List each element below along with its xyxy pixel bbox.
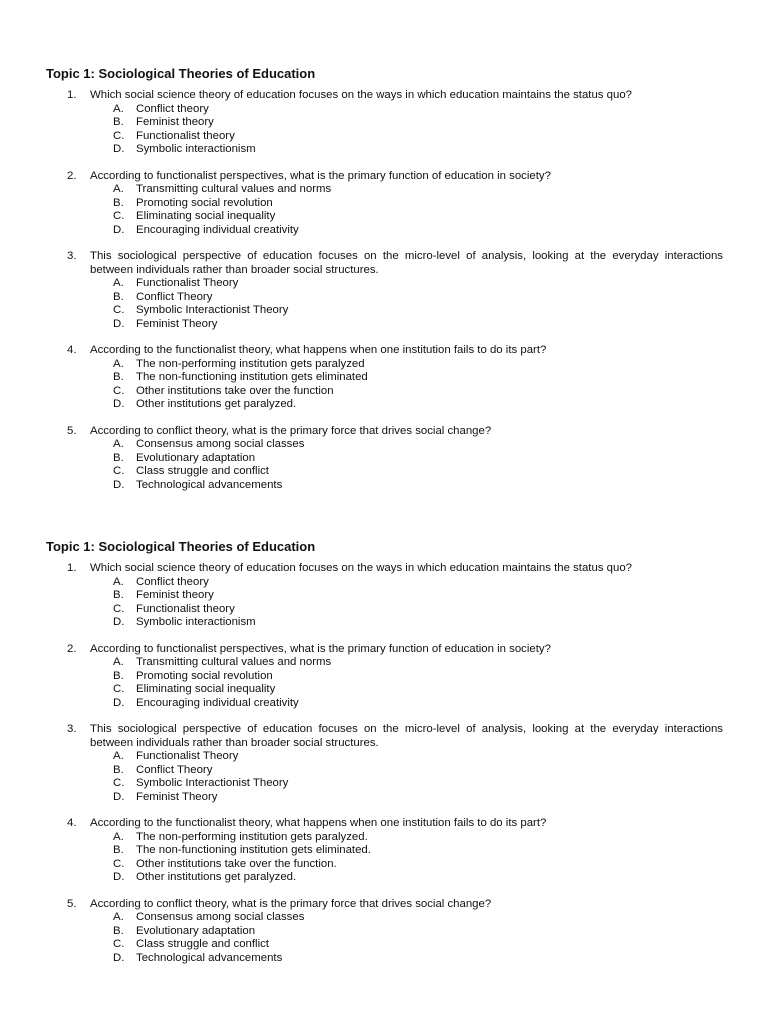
option-letter: C.: [113, 683, 125, 695]
option-letter: B.: [113, 669, 124, 682]
answer-option: [113, 670, 723, 684]
question-number: 5.: [67, 424, 77, 437]
question-text: According to conflict theory, what is the primary force that drives social change?: [90, 424, 492, 437]
option-letter: D.: [113, 871, 125, 883]
option-text: Feminist Theory: [136, 317, 218, 330]
option-letter: A.: [113, 830, 124, 843]
answer-option: [113, 103, 723, 117]
question-item: [46, 562, 723, 630]
option-text: Conflict Theory: [136, 763, 213, 776]
option-letter: C.: [113, 602, 125, 615]
answer-option: [113, 844, 723, 858]
answer-option: [113, 358, 723, 372]
answer-option: [113, 197, 723, 211]
answer-option: [113, 452, 723, 466]
option-letter: B.: [113, 924, 124, 937]
question-item: [46, 344, 723, 412]
option-letter: D.: [113, 951, 125, 964]
option-text: Evolutionary adaptation: [136, 451, 256, 464]
answer-option: [113, 291, 723, 305]
answer-option: [113, 777, 723, 791]
question-text: Which social science theory of education focuses on the ways in which education maintains the status quo?: [90, 89, 632, 101]
option-letter: A.: [113, 575, 124, 588]
question-number: 3.: [67, 250, 77, 262]
question-item: [46, 425, 723, 493]
answer-option: [113, 938, 723, 952]
answer-option: [113, 616, 723, 630]
answer-option: [113, 576, 723, 590]
question-text: This sociological perspective of education focuses on the micro-level of analysis, looking at the everyday interactions between individuals rather than broader social structures.: [90, 250, 723, 276]
answer-options: [90, 277, 723, 331]
option-text: Encouraging individual creativity: [136, 696, 299, 709]
question-text: According to conflict theory, what is the primary force that drives social change?: [90, 897, 492, 910]
answer-option: [113, 210, 723, 224]
option-text: Encouraging individual creativity: [136, 223, 299, 236]
answer-option: [113, 224, 723, 238]
answer-options: [90, 358, 723, 412]
option-letter: D.: [113, 398, 125, 410]
option-text: Functionalist Theory: [136, 277, 239, 289]
option-text: Functionalist Theory: [136, 750, 239, 762]
option-letter: D.: [113, 790, 125, 803]
answer-options: [90, 831, 723, 885]
answer-option: [113, 831, 723, 845]
option-letter: A.: [113, 656, 124, 668]
question-text: According to the functionalist theory, what happens when one institution fails to do its part?: [90, 344, 547, 356]
question-item: [46, 643, 723, 711]
answer-option: [113, 385, 723, 399]
option-letter: D.: [113, 478, 125, 491]
option-letter: B.: [113, 371, 124, 383]
option-text: Consensus among social classes: [136, 438, 305, 450]
option-text: Other institutions get paralyzed.: [136, 398, 297, 410]
option-letter: A.: [113, 750, 124, 762]
option-letter: C.: [113, 938, 125, 950]
option-letter: D.: [113, 616, 125, 628]
answer-options: [90, 438, 723, 492]
answer-option: [113, 371, 723, 385]
option-text: Feminist theory: [136, 116, 214, 128]
option-text: Symbolic Interactionist Theory: [136, 777, 289, 789]
answer-option: [113, 465, 723, 479]
answer-options: [90, 911, 723, 965]
option-text: Transmitting cultural values and norms: [136, 183, 332, 195]
question-item: [46, 898, 723, 966]
option-text: Conflict theory: [136, 102, 209, 115]
option-letter: B.: [113, 844, 124, 856]
answer-option: [113, 304, 723, 318]
question-number: 4.: [67, 817, 77, 829]
option-text: The non-functioning institution gets eliminated.: [136, 844, 371, 856]
question-number: 1.: [67, 89, 77, 101]
question-number: 2.: [67, 642, 77, 655]
option-letter: C.: [113, 777, 125, 789]
answer-option: [113, 697, 723, 711]
question-item: [46, 89, 723, 157]
question-text: According to the functionalist theory, what happens when one institution fails to do its part?: [90, 817, 547, 829]
option-text: Eliminating social inequality: [136, 210, 276, 222]
option-text: Symbolic interactionism: [136, 616, 256, 628]
question-item: [46, 817, 723, 885]
answer-option: [113, 183, 723, 197]
answer-option: [113, 277, 723, 291]
answer-option: [113, 398, 723, 412]
option-letter: A.: [113, 357, 124, 370]
option-letter: A.: [113, 102, 124, 115]
answer-option: [113, 750, 723, 764]
topic-title: Topic 1: Sociological Theories of Education: [46, 66, 316, 81]
answer-options: [90, 576, 723, 630]
option-letter: D.: [113, 223, 125, 236]
question-number: 3.: [67, 723, 77, 735]
quiz-section: [46, 539, 723, 978]
option-letter: D.: [113, 143, 125, 155]
answer-option: [113, 130, 723, 144]
quiz-section: [46, 66, 723, 505]
option-letter: B.: [113, 451, 124, 464]
question-number: 5.: [67, 897, 77, 910]
option-letter: B.: [113, 589, 124, 601]
option-text: Technological advancements: [136, 478, 283, 491]
option-letter: B.: [113, 290, 124, 303]
answer-option: [113, 952, 723, 966]
question-text: This sociological perspective of education focuses on the micro-level of analysis, looking at the everyday interactions between individuals rather than broader social structures.: [90, 723, 723, 749]
option-letter: D.: [113, 696, 125, 709]
question-text: Which social science theory of education focuses on the ways in which education maintains the status quo?: [90, 562, 632, 574]
option-text: Evolutionary adaptation: [136, 924, 256, 937]
answer-option: [113, 911, 723, 925]
option-text: Promoting social revolution: [136, 669, 273, 682]
option-letter: B.: [113, 763, 124, 776]
option-text: Other institutions take over the function.: [136, 857, 337, 870]
option-letter: B.: [113, 196, 124, 209]
option-text: Technological advancements: [136, 951, 283, 964]
answer-option: [113, 925, 723, 939]
question-text: According to functionalist perspectives, what is the primary function of education in society?: [90, 169, 551, 182]
question-text: According to functionalist perspectives, what is the primary function of education in society?: [90, 642, 551, 655]
answer-option: [113, 589, 723, 603]
answer-option: [113, 143, 723, 157]
option-text: The non-performing institution gets paralyzed: [136, 357, 365, 370]
question-item: [46, 723, 723, 804]
question-item: [46, 170, 723, 238]
question-number: 4.: [67, 344, 77, 356]
option-letter: C.: [113, 465, 125, 477]
answer-option: [113, 871, 723, 885]
option-letter: D.: [113, 317, 125, 330]
option-letter: A.: [113, 183, 124, 195]
option-letter: A.: [113, 911, 124, 923]
question-number: 2.: [67, 169, 77, 182]
option-letter: C.: [113, 857, 125, 870]
option-letter: C.: [113, 129, 125, 142]
answer-option: [113, 479, 723, 493]
answer-option: [113, 438, 723, 452]
answer-option: [113, 858, 723, 872]
option-text: Other institutions take over the function: [136, 384, 334, 397]
option-text: Consensus among social classes: [136, 911, 305, 923]
option-letter: C.: [113, 384, 125, 397]
answer-option: [113, 683, 723, 697]
option-text: Class struggle and conflict: [136, 465, 269, 477]
option-letter: C.: [113, 304, 125, 316]
option-text: Conflict theory: [136, 575, 209, 588]
answer-option: [113, 764, 723, 778]
option-text: The non-functioning institution gets eliminated: [136, 371, 368, 383]
option-text: The non-performing institution gets paralyzed.: [136, 830, 368, 843]
option-letter: C.: [113, 210, 125, 222]
option-text: Symbolic interactionism: [136, 143, 256, 155]
option-text: Functionalist theory: [136, 129, 235, 142]
question-number: 1.: [67, 562, 77, 574]
answer-options: [90, 183, 723, 237]
answer-options: [90, 103, 723, 157]
option-text: Other institutions get paralyzed.: [136, 871, 297, 883]
option-text: Functionalist theory: [136, 602, 235, 615]
option-letter: B.: [113, 116, 124, 128]
option-text: Class struggle and conflict: [136, 938, 269, 950]
answer-option: [113, 318, 723, 332]
option-letter: A.: [113, 277, 124, 289]
answer-options: [90, 656, 723, 710]
answer-option: [113, 603, 723, 617]
option-text: Symbolic Interactionist Theory: [136, 304, 289, 316]
option-text: Feminist Theory: [136, 790, 218, 803]
option-text: Promoting social revolution: [136, 196, 273, 209]
topic-title: Topic 1: Sociological Theories of Education: [46, 539, 316, 554]
option-text: Feminist theory: [136, 589, 214, 601]
option-text: Transmitting cultural values and norms: [136, 656, 332, 668]
question-item: [46, 250, 723, 331]
option-letter: A.: [113, 438, 124, 450]
answer-option: [113, 791, 723, 805]
answer-option: [113, 656, 723, 670]
option-text: Eliminating social inequality: [136, 683, 276, 695]
answer-option: [113, 116, 723, 130]
option-text: Conflict Theory: [136, 290, 213, 303]
answer-options: [90, 750, 723, 804]
